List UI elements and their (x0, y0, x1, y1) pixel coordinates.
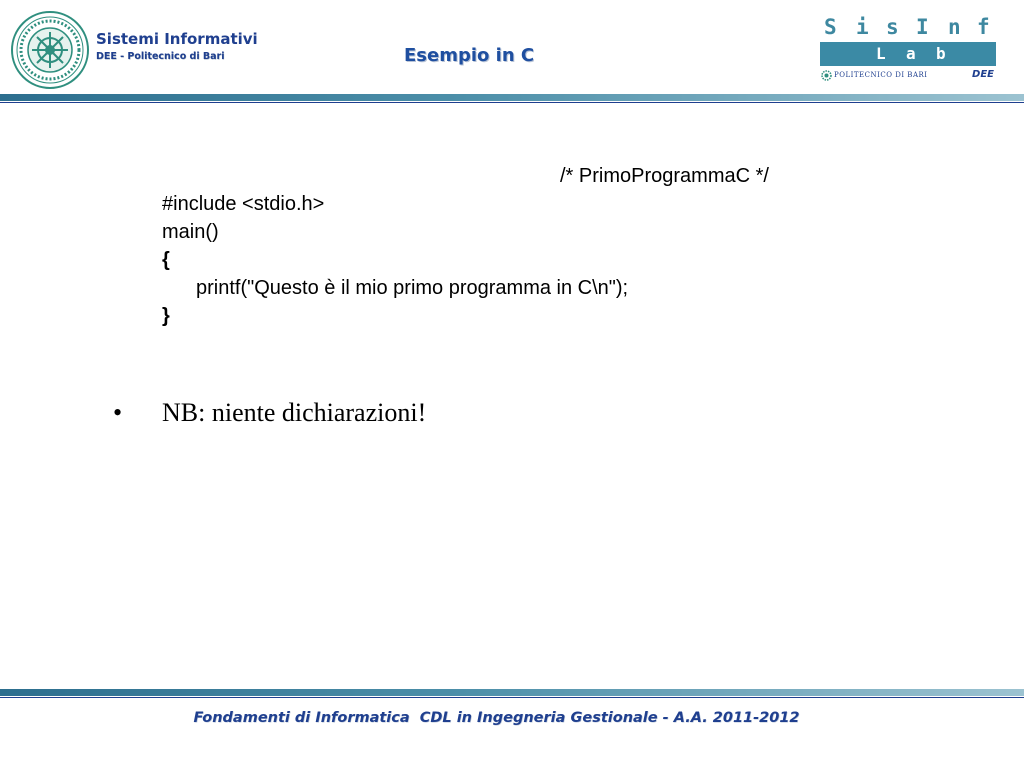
gear-icon (821, 70, 832, 81)
politecnico-label: POLITECNICO DI BARI (834, 71, 928, 79)
code-block (162, 162, 902, 330)
logo-letter: I (916, 15, 929, 39)
sisinf-lab-logo (820, 14, 996, 40)
code-printf: printf("Questo è il mio primo programma in C\n"); (196, 277, 629, 299)
bullet-text: NB: niente dichiarazioni! (162, 398, 427, 427)
logo-letter: L (876, 44, 886, 63)
footer-divider-thin (0, 697, 1024, 698)
logo-letter: i (856, 15, 869, 39)
code-include: #include <stdio.h> (162, 193, 325, 215)
org-title: Sistemi Informativi (96, 30, 258, 48)
slide-title: Esempio in C (404, 45, 535, 66)
footer-divider (0, 689, 1024, 696)
dee-label: DEE (972, 69, 994, 80)
logo-letter: a (906, 44, 916, 63)
org-subtitle: DEE - Politecnico di Bari (96, 51, 225, 62)
code-open-brace: { (162, 249, 170, 271)
logo-letter: s (886, 15, 899, 39)
lab-logo-bar (820, 42, 996, 66)
university-seal-logo (10, 10, 90, 90)
logo-letter: f (977, 15, 990, 39)
bullet-symbol: • (113, 398, 123, 427)
logo-letter: S (824, 15, 837, 39)
header-divider-thin (0, 102, 1024, 103)
logo-letter: n (948, 15, 961, 39)
code-comment: /* PrimoProgrammaC */ (560, 165, 769, 187)
code-main: main() (162, 221, 219, 243)
code-close-brace: } (162, 305, 170, 327)
header-divider (0, 94, 1024, 101)
lab-logo-footer (820, 69, 996, 83)
logo-letter: b (936, 44, 946, 63)
footer-text: Fondamenti di Informatica CDL in Ingegneria Gestionale - A.A. 2011-2012 (193, 710, 800, 726)
